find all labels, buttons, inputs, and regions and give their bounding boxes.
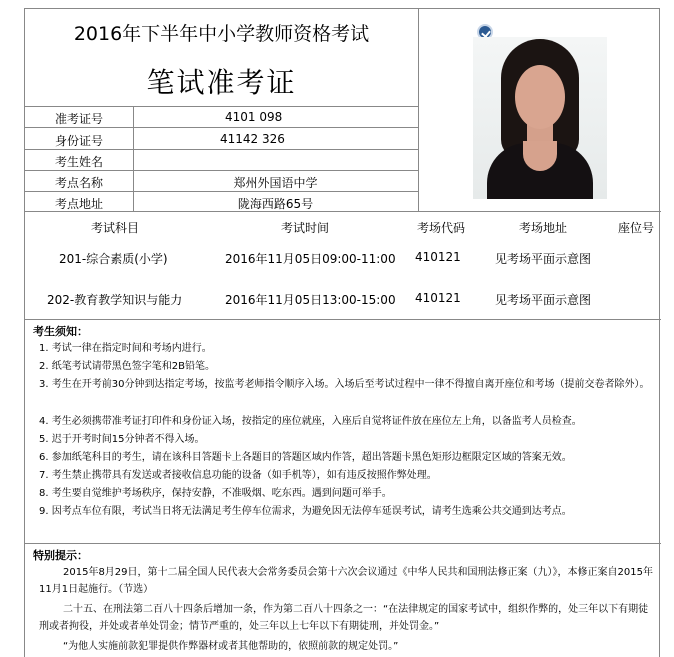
notice-item-3: 3. 考生在开考前30分钟到达指定考场，按监考老师指令顺序入场。入场后至考试过程中一律不得擅自离开座位和考场（提前交卷者除外）。 [39,379,650,390]
notice-item-6: 6. 参加纸笔科目的考生，请在该科目答题卡上各题目的答题区域内作答，超出答题卡黑色矩形边框限定区域的答案无效。 [39,452,572,463]
info-label-name: 考生姓名 [54,155,103,169]
notice-item-2: 2. 纸笔考试请带黑色签字笔和2B铅笔。 [39,361,215,372]
info-value-exam-site: 郑州外国语中学 [233,176,318,190]
admission-ticket [24,8,660,657]
notice-item-7: 7. 考生禁止携带具有发送或者接收信息功能的设备（如手机等），如有违反按照作弊处理。 [39,470,437,481]
schedule-row-2-code: 410121 [415,291,461,305]
notice-item-4: 4. 考生必须携带准考证打印件和身份证入场，按指定的座位就座，入座后自觉将证件放在座位左上角，以备监考人员检查。 [39,416,582,427]
schedule-header-time: 考试时间 [281,221,330,235]
special-notice-title: 特别提示： [33,549,88,562]
schedule-row-2-time: 2016年11月05日13:00-15:00 [225,293,396,307]
schedule-header-room-code: 考场代码 [417,221,466,235]
schedule-row-1-time: 2016年11月05日09:00-11:00 [225,252,396,266]
exam-title: 2016年下半年中小学教师资格考试 [73,23,370,45]
info-value-ticket-no: 4101 098 [225,110,283,124]
info-label-ticket-no: 准考证号 [54,112,103,126]
special-paragraph-2: 二十五、在刑法第二百八十四条后增加一条，作为第二百八十四条之一：“在法律规定的国家考试中，组织作弊的，处三年以下有期徒刑或者拘役，并处或者单处罚金；情节严重的，处三年以上七年以下有期徒刑，并处罚金。” [39,604,649,632]
schedule-header-subject: 考试科目 [91,221,140,235]
candidate-photo [473,37,607,199]
schedule-row-2-address: 见考场平面示意图 [495,293,592,307]
schedule-row-1-code: 410121 [415,250,461,264]
notice-item-1: 1. 考试一律在指定时间和考场内进行。 [39,343,212,354]
notice-title: 考生须知： [33,325,88,338]
certificate-title: 笔试准考证 [146,66,297,99]
schedule-row-1-subject: 201-综合素质(小学) [59,252,168,266]
special-paragraph-1: 2015年8月29日，第十二届全国人民代表大会常务委员会第十六次会议通过《中华人民共和国刑法修正案（九）》，本修正案自2015年11月1日起施行。（节选） [39,567,653,595]
schedule-header-room-address: 考场地址 [519,221,568,235]
info-value-site-address: 陇海西路65号 [237,197,314,211]
notice-item-8: 8. 考生要自觉维护考场秩序，保持安静，不准吸烟、吃东西。遇到问题可举手。 [39,488,392,499]
info-label-exam-site: 考点名称 [54,176,103,190]
schedule-header-seat: 座位号 [618,221,655,235]
special-paragraph-3: “为他人实施前款犯罪提供作弊器材或者其他帮助的，依照前款的规定处罚。” [63,641,399,652]
notice-item-5: 5. 迟于开考时间15分钟者不得入场。 [39,434,205,445]
info-label-site-address: 考点地址 [54,197,103,211]
info-value-id-no: 41142 326 [220,132,285,146]
schedule-row-2-subject: 202-教育教学知识与能力 [47,293,183,307]
notice-item-9: 9. 因考点车位有限，考试当日将无法满足考生停车位需求，为避免因无法停车延误考试，请考生选乘公共交通到达考点。 [39,506,572,517]
info-label-id-no: 身份证号 [54,134,103,148]
schedule-row-1-address: 见考场平面示意图 [495,252,592,266]
